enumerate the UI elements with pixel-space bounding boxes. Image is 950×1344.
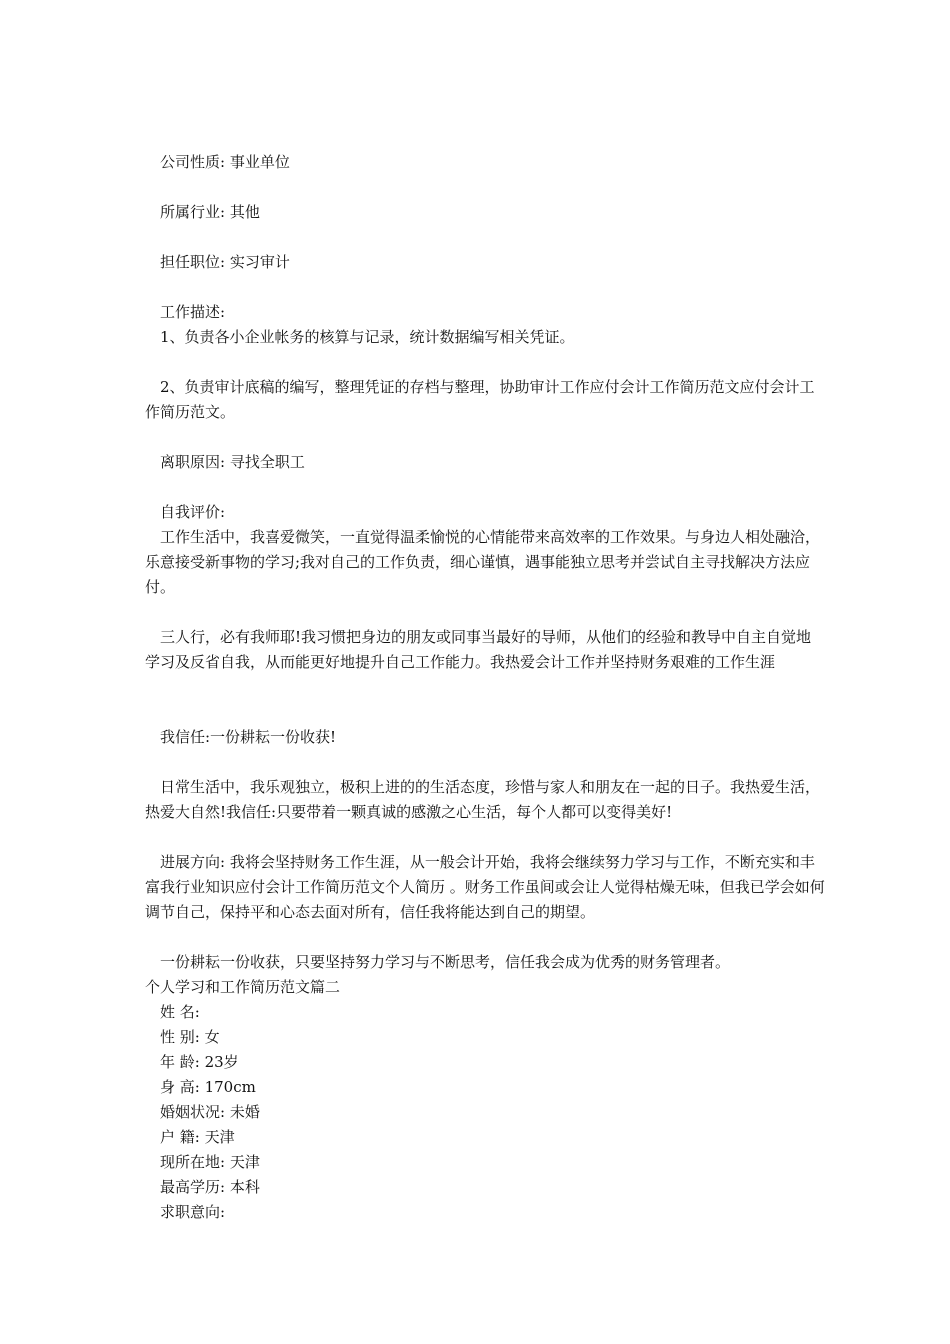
position: 担任职位: 实习审计 [160, 253, 290, 271]
duty-item-2: 2、负责审计底稿的编写，整理凭证的存档与整理，协助审计工作应付会计工作简历范文应付会计工作简历范文。 [145, 378, 815, 421]
industry: 所属行业: 其他 [160, 203, 260, 221]
duty-item-1: 1、负责各小企业帐务的核算与记录，统计数据编写相关凭证。 [160, 328, 575, 346]
field-gender: 性 别: 女 [160, 1028, 220, 1046]
field-marital-status: 婚姻状况: 未婚 [160, 1103, 260, 1121]
field-job-intention: 求职意向: [160, 1203, 226, 1221]
self-evaluation-paragraph: 日常生活中，我乐观独立，极积上进的的生活态度，珍惜与家人和朋友在一起的日子。我热爱生活，热爱大自然!我信任:只要带着一颗真诚的感激之心生活，每个人都可以变得美好! [145, 778, 821, 821]
leave-reason: 离职原因: 寻找全职工 [160, 453, 305, 471]
self-evaluation-paragraph: 三人行，必有我师耶!我习惯把身边的朋友或同事当最好的导师，从他们的经验和教导中自主自觉地学习及反省自我，从而能更好地提升自己工作能力。我热爱会计工作并坚持财务艰难的工作生涯 [145, 628, 812, 671]
self-evaluation-paragraph: 工作生活中，我喜爱微笑，一直觉得温柔愉悦的心情能带来高效率的工作效果。与身边人相处融洽，乐意接受新事物的学习;我对自己的工作负责，细心谨慎，遇事能独立思考并尝试自主寻找解决方法应付。 [145, 528, 821, 596]
field-household-registration: 户 籍: 天津 [160, 1128, 235, 1146]
work-description-label: 工作描述: [160, 303, 226, 321]
closing-statement: 一份耕耘一份收获，只要坚持努力学习与不断思考，信任我会成为优秀的财务管理者。 [160, 953, 731, 971]
company-nature: 公司性质: 事业单位 [160, 153, 290, 171]
section-two-title: 个人学习和工作简历范文篇二 [145, 978, 341, 996]
development-direction: 进展方向: 我将会坚持财务工作生涯，从一般会计开始，我将会继续努力学习与工作，不断充实和丰富我行业知识应付会计工作简历范文个人简历 。财务工作虽间或会让人觉得枯燥无味，但我已学会如何调节自己，保持平和心态去面对所有，信任我将能达到自己的期望。 [145, 853, 825, 921]
motto: 我信任:一份耕耘一份收获! [160, 728, 337, 746]
field-current-location: 现所在地: 天津 [160, 1153, 260, 1171]
field-name: 姓 名: [160, 1003, 200, 1021]
field-height: 身 高: 170cm [160, 1078, 256, 1096]
self-evaluation-label: 自我评价: [160, 503, 226, 521]
field-age: 年 龄: 23岁 [160, 1053, 239, 1071]
field-education: 最高学历: 本科 [160, 1178, 260, 1196]
